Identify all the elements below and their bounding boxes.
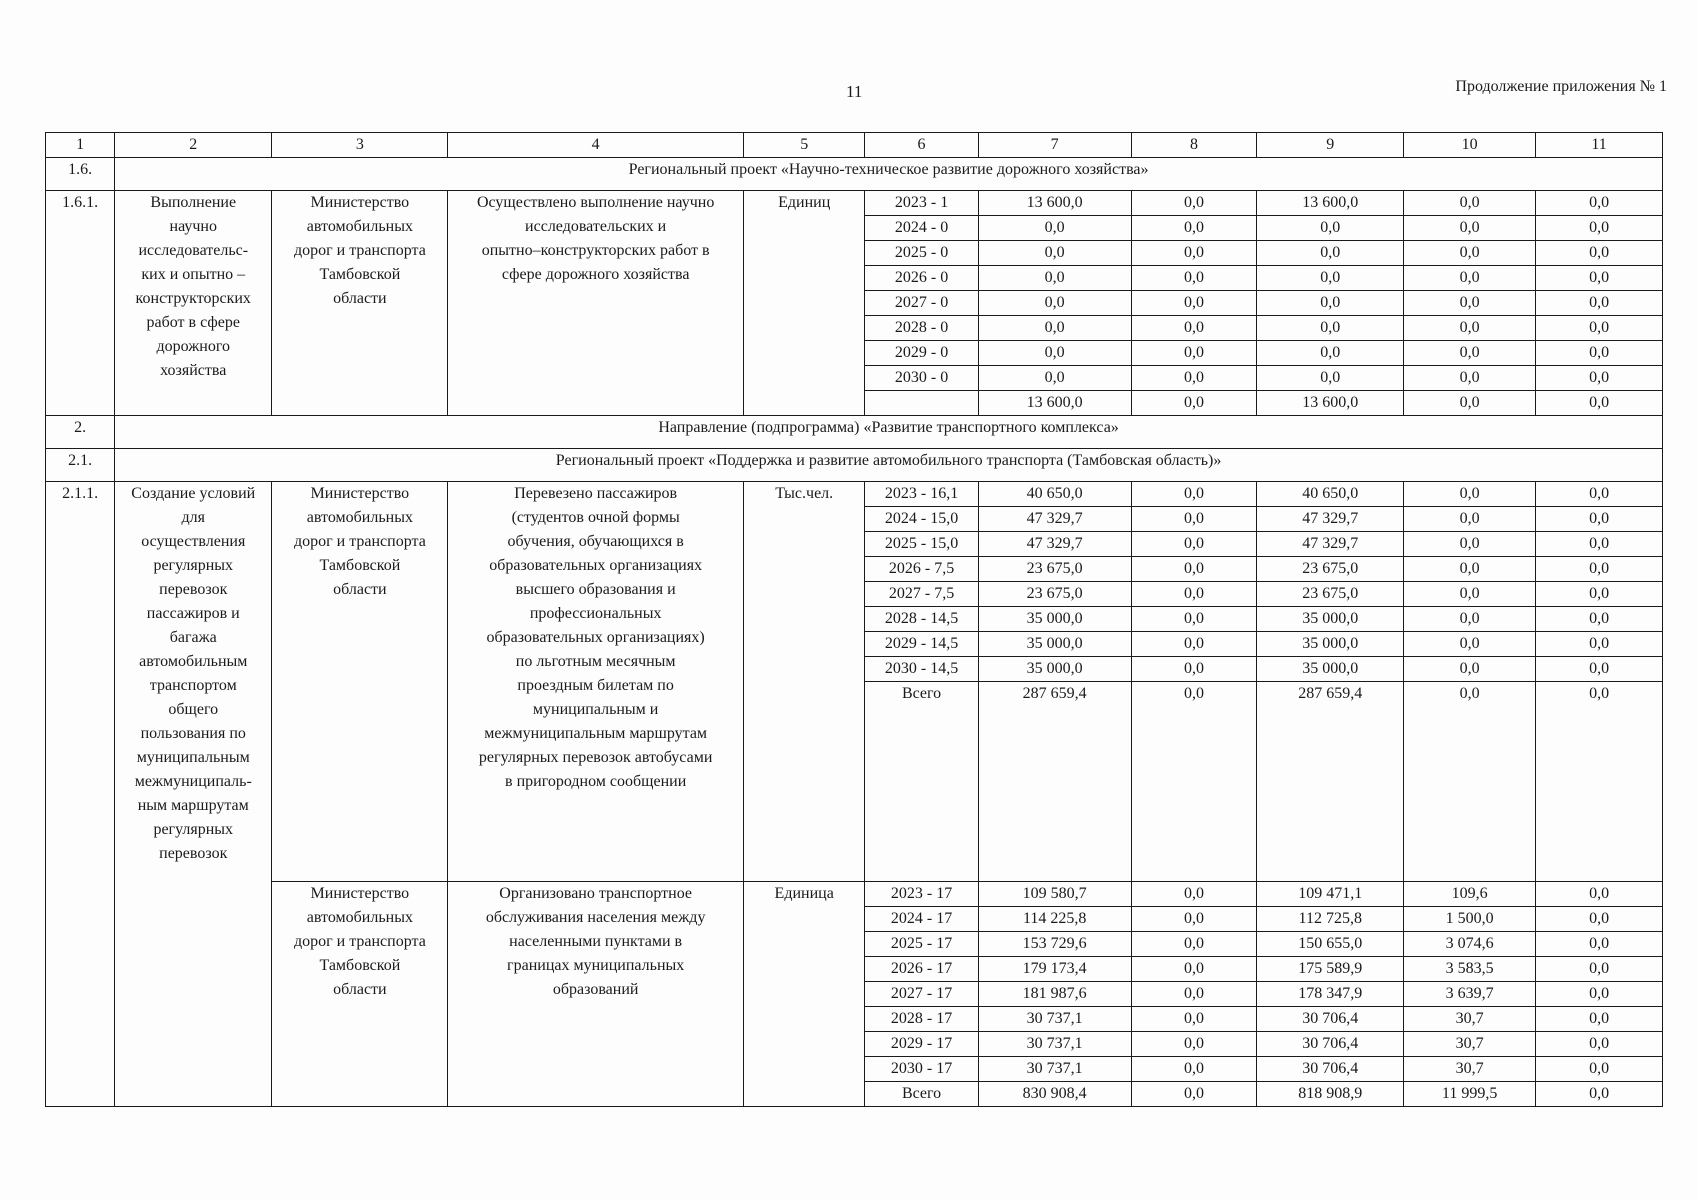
amount-cell: 30,7: [1404, 1057, 1536, 1082]
measure-name-line: перевозок: [159, 845, 228, 862]
program-table: [45, 132, 1663, 1107]
amount-cell: 112 725,8: [1257, 907, 1404, 932]
amount-cell: 179 173,4: [978, 957, 1131, 982]
amount-cell: 0,0: [1536, 957, 1663, 982]
year-indicator-cell: 2029 - 14,5: [865, 632, 978, 657]
measure-name-line: ным маршрутам: [137, 797, 249, 814]
measure-name-line: ких и опытно –: [141, 266, 246, 283]
page-number: 11: [846, 82, 863, 101]
amount-cell: 0,0: [1257, 366, 1404, 391]
measure-name-line: муниципальным: [136, 749, 250, 766]
amount-cell: 35 000,0: [978, 607, 1131, 632]
measure-name: [115, 482, 272, 1107]
result-description-line: населенными пунктами в: [509, 933, 683, 950]
amount-cell: 0,0: [1404, 266, 1536, 291]
amount-cell: 3 639,7: [1404, 982, 1536, 1007]
amount-cell: 30,7: [1404, 1007, 1536, 1032]
amount-cell: 13 600,0: [978, 391, 1131, 416]
amount-cell: 0,0: [1131, 932, 1257, 957]
result-description-line: по льготным месячным: [515, 653, 676, 670]
amount-cell: 0,0: [1404, 632, 1536, 657]
unit: Единиц: [743, 191, 865, 416]
executor-line: дорог и транспорта: [293, 533, 426, 550]
amount-cell: 35 000,0: [1257, 632, 1404, 657]
amount-cell: 23 675,0: [978, 582, 1131, 607]
amount-cell: 0,0: [1257, 266, 1404, 291]
section-number: 1.6.: [46, 158, 115, 191]
amount-cell: 0,0: [1131, 882, 1257, 907]
amount-cell: 0,0: [1131, 1057, 1257, 1082]
amount-cell: 0,0: [1536, 241, 1663, 266]
amount-cell: 0,0: [1404, 191, 1536, 216]
year-indicator-cell: 2028 - 14,5: [865, 607, 978, 632]
measure-name-line: исследовательс-: [138, 242, 249, 259]
measure-name-line: хозяйства: [160, 362, 227, 379]
measure-name-line: автомобильным: [139, 653, 248, 670]
measure-name-line: общего: [168, 701, 219, 718]
amount-cell: 0,0: [1404, 507, 1536, 532]
year-indicator-cell: 2024 - 17: [865, 907, 978, 932]
amount-cell: 0,0: [1536, 1082, 1663, 1107]
section-row-1-6: [46, 158, 1663, 191]
amount-cell: 0,0: [1536, 316, 1663, 341]
executor-line: Министерство: [310, 885, 410, 902]
executor-line: дорог и транспорта: [293, 242, 426, 259]
amount-cell: 0,0: [1404, 682, 1536, 882]
result-description-line: в пригородном сообщении: [505, 773, 687, 790]
year-indicator-cell: 2024 - 15,0: [865, 507, 978, 532]
amount-cell: 11 999,5: [1404, 1082, 1536, 1107]
executor-line: Тамбовской: [319, 266, 401, 283]
executor-line: автомобильных: [306, 218, 413, 235]
result-description-line: обслуживания населения между: [485, 909, 706, 926]
amount-cell: 40 650,0: [1257, 482, 1404, 507]
year-indicator-cell: [865, 391, 978, 416]
year-indicator-cell: 2027 - 17: [865, 982, 978, 1007]
year-indicator-cell: 2023 - 16,1: [865, 482, 978, 507]
result-description-line: исследовательских и: [525, 218, 667, 235]
year-indicator-cell: 2025 - 0: [865, 241, 978, 266]
result-description-line: опытно–конструкторских работ в: [481, 242, 710, 259]
result-description-line: границах муниципальных: [507, 957, 685, 974]
executor-line: области: [333, 581, 387, 598]
year-indicator-cell: 2030 - 0: [865, 366, 978, 391]
amount-cell: 0,0: [1131, 957, 1257, 982]
executor-line: Тамбовской: [319, 557, 401, 574]
result-description-line: Перевезено пассажиров: [514, 485, 678, 502]
amount-cell: 178 347,9: [1257, 982, 1404, 1007]
measure-name-line: регулярных: [153, 557, 234, 574]
amount-cell: 0,0: [1404, 366, 1536, 391]
executor: [272, 191, 448, 416]
amount-cell: 0,0: [1536, 532, 1663, 557]
amount-cell: 0,0: [1404, 391, 1536, 416]
amount-cell: 47 329,7: [978, 507, 1131, 532]
measure-name-line: научно: [169, 218, 217, 235]
amount-cell: 0,0: [1536, 366, 1663, 391]
amount-cell: 0,0: [1404, 532, 1536, 557]
amount-cell: 30,7: [1404, 1032, 1536, 1057]
amount-cell: 109 580,7: [978, 882, 1131, 907]
amount-cell: 30 706,4: [1257, 1057, 1404, 1082]
year-indicator-cell: 2025 - 17: [865, 932, 978, 957]
section-title: Региональный проект «Научно-техническое развитие дорожного хозяйства»: [115, 158, 1663, 191]
column-header: 4: [448, 133, 744, 158]
amount-cell: 0,0: [1131, 632, 1257, 657]
section-number: 2.: [46, 416, 115, 449]
measure-name-line: Выполнение: [150, 194, 237, 211]
header-row: [46, 133, 1663, 158]
amount-cell: 0,0: [1536, 1007, 1663, 1032]
measure-name-line: работ в сфере: [146, 314, 240, 331]
year-indicator-cell: 2023 - 1: [865, 191, 978, 216]
result-description: [448, 191, 744, 416]
amount-cell: 287 659,4: [1257, 682, 1404, 882]
executor-line: автомобильных: [306, 509, 413, 526]
amount-cell: 150 655,0: [1257, 932, 1404, 957]
unit: Единица: [743, 882, 865, 1107]
table-row: [46, 882, 1663, 907]
amount-cell: 0,0: [1131, 582, 1257, 607]
amount-cell: 0,0: [1536, 557, 1663, 582]
amount-cell: 0,0: [1131, 1032, 1257, 1057]
amount-cell: 0,0: [1536, 507, 1663, 532]
amount-cell: 0,0: [978, 316, 1131, 341]
amount-cell: 0,0: [1131, 266, 1257, 291]
column-header: 8: [1131, 133, 1257, 158]
year-indicator-cell: 2026 - 7,5: [865, 557, 978, 582]
year-indicator-cell: Всего: [865, 1082, 978, 1107]
amount-cell: 830 908,4: [978, 1082, 1131, 1107]
amount-cell: 0,0: [978, 291, 1131, 316]
year-indicator-cell: 2029 - 0: [865, 341, 978, 366]
section-title: Региональный проект «Поддержка и развитие автомобильного транспорта (Тамбовская область)»: [115, 449, 1663, 482]
amount-cell: 109 471,1: [1257, 882, 1404, 907]
table-row: [46, 191, 1663, 216]
amount-cell: 0,0: [1404, 657, 1536, 682]
amount-cell: 0,0: [1131, 557, 1257, 582]
amount-cell: 35 000,0: [1257, 607, 1404, 632]
amount-cell: 0,0: [1257, 241, 1404, 266]
row-number: 2.1.1.: [46, 482, 115, 1107]
amount-cell: 0,0: [1536, 932, 1663, 957]
amount-cell: 3 583,5: [1404, 957, 1536, 982]
result-description-line: образований: [552, 981, 639, 998]
year-indicator-cell: 2029 - 17: [865, 1032, 978, 1057]
amount-cell: 47 329,7: [1257, 507, 1404, 532]
year-indicator-cell: 2027 - 0: [865, 291, 978, 316]
amount-cell: 0,0: [1131, 507, 1257, 532]
amount-cell: 13 600,0: [978, 191, 1131, 216]
amount-cell: 0,0: [978, 216, 1131, 241]
amount-cell: 0,0: [1536, 216, 1663, 241]
amount-cell: 0,0: [1536, 882, 1663, 907]
amount-cell: 0,0: [1131, 216, 1257, 241]
amount-cell: 109,6: [1404, 882, 1536, 907]
amount-cell: 30 706,4: [1257, 1032, 1404, 1057]
amount-cell: 0,0: [1536, 391, 1663, 416]
amount-cell: 153 729,6: [978, 932, 1131, 957]
result-description: [448, 482, 744, 882]
year-indicator-cell: 2030 - 17: [865, 1057, 978, 1082]
amount-cell: 0,0: [1536, 682, 1663, 882]
amount-cell: 818 908,9: [1257, 1082, 1404, 1107]
amount-cell: 30 737,1: [978, 1032, 1131, 1057]
amount-cell: 13 600,0: [1257, 391, 1404, 416]
result-description-line: межмуниципальным маршрутам: [484, 725, 708, 742]
amount-cell: 0,0: [1257, 216, 1404, 241]
result-description-line: высшего образования и: [515, 581, 676, 598]
executor-line: области: [333, 290, 387, 307]
amount-cell: 0,0: [1131, 391, 1257, 416]
year-indicator-cell: 2025 - 15,0: [865, 532, 978, 557]
measure-name-line: межмуниципаль-: [134, 773, 252, 790]
measure-name-line: регулярных: [153, 821, 234, 838]
amount-cell: 0,0: [1404, 557, 1536, 582]
amount-cell: 23 675,0: [1257, 582, 1404, 607]
continuation-label: Продолжение приложения № 1: [1455, 78, 1667, 95]
result-description-line: регулярных перевозок автобусами: [478, 749, 713, 766]
result-description-line: Осуществлено выполнение научно: [476, 194, 715, 211]
executor-line: Министерство: [310, 194, 410, 211]
amount-cell: 0,0: [1536, 482, 1663, 507]
measure-name-line: дорожного: [156, 338, 231, 355]
amount-cell: 0,0: [1131, 532, 1257, 557]
amount-cell: 0,0: [1257, 291, 1404, 316]
amount-cell: 181 987,6: [978, 982, 1131, 1007]
amount-cell: 0,0: [1536, 982, 1663, 1007]
amount-cell: 0,0: [1404, 607, 1536, 632]
column-header: 2: [115, 133, 272, 158]
amount-cell: 0,0: [1536, 291, 1663, 316]
amount-cell: 30 706,4: [1257, 1007, 1404, 1032]
amount-cell: 0,0: [1131, 191, 1257, 216]
amount-cell: 0,0: [1131, 907, 1257, 932]
amount-cell: 35 000,0: [1257, 657, 1404, 682]
amount-cell: 0,0: [1536, 907, 1663, 932]
year-indicator-cell: 2024 - 0: [865, 216, 978, 241]
amount-cell: 0,0: [1404, 216, 1536, 241]
result-description-line: сфере дорожного хозяйства: [501, 266, 690, 283]
year-indicator-cell: 2026 - 17: [865, 957, 978, 982]
amount-cell: 0,0: [1257, 316, 1404, 341]
measure-name-line: пассажиров и: [146, 605, 240, 622]
amount-cell: 0,0: [1536, 341, 1663, 366]
amount-cell: 0,0: [1131, 291, 1257, 316]
amount-cell: 0,0: [978, 366, 1131, 391]
amount-cell: 0,0: [1257, 341, 1404, 366]
result-description-line: проездным билетам по: [517, 677, 674, 694]
section-row-2-1: [46, 449, 1663, 482]
year-indicator-cell: 2028 - 0: [865, 316, 978, 341]
amount-cell: 0,0: [1131, 1082, 1257, 1107]
executor-line: дорог и транспорта: [293, 933, 426, 950]
executor: [272, 482, 448, 882]
result-description-line: профессиональных: [529, 605, 662, 622]
result-description-line: (студентов очной формы: [511, 509, 680, 526]
amount-cell: 0,0: [978, 241, 1131, 266]
amount-cell: 0,0: [1131, 1007, 1257, 1032]
amount-cell: 0,0: [1131, 657, 1257, 682]
measure-name-line: осуществления: [141, 533, 246, 550]
amount-cell: 23 675,0: [1257, 557, 1404, 582]
measure-name-line: для: [181, 509, 205, 526]
result-description-line: образовательных организациях): [486, 629, 705, 646]
amount-cell: 0,0: [1404, 291, 1536, 316]
column-header: 3: [272, 133, 448, 158]
column-header: 6: [865, 133, 978, 158]
executor: [272, 882, 448, 1107]
result-description-line: образовательных организациях: [489, 557, 703, 574]
amount-cell: 287 659,4: [978, 682, 1131, 882]
column-header: 10: [1404, 133, 1536, 158]
amount-cell: 0,0: [1536, 657, 1663, 682]
column-header: 5: [743, 133, 865, 158]
section-title: Направление (подпрограмма) «Развитие транспортного комплекса»: [115, 416, 1663, 449]
amount-cell: 0,0: [1131, 366, 1257, 391]
result-description-line: обучения, обучающихся в: [507, 533, 684, 550]
year-indicator-cell: Всего: [865, 682, 978, 882]
amount-cell: 0,0: [1131, 482, 1257, 507]
year-indicator-cell: 2026 - 0: [865, 266, 978, 291]
amount-cell: 35 000,0: [978, 632, 1131, 657]
amount-cell: 0,0: [1536, 632, 1663, 657]
section-row-2: [46, 416, 1663, 449]
amount-cell: 0,0: [978, 266, 1131, 291]
executor-line: области: [333, 981, 387, 998]
amount-cell: 13 600,0: [1257, 191, 1404, 216]
amount-cell: 114 225,8: [978, 907, 1131, 932]
column-header: 11: [1536, 133, 1663, 158]
row-number: 1.6.1.: [46, 191, 115, 416]
amount-cell: 3 074,6: [1404, 932, 1536, 957]
amount-cell: 0,0: [1404, 582, 1536, 607]
amount-cell: 0,0: [1404, 241, 1536, 266]
result-description: [448, 882, 744, 1107]
amount-cell: 1 500,0: [1404, 907, 1536, 932]
amount-cell: 40 650,0: [978, 482, 1131, 507]
column-header: 9: [1257, 133, 1404, 158]
table-row: [46, 482, 1663, 507]
column-header: 7: [978, 133, 1131, 158]
measure-name-line: транспортом: [149, 677, 237, 694]
executor-line: Тамбовской: [319, 957, 401, 974]
amount-cell: 0,0: [1131, 316, 1257, 341]
amount-cell: 0,0: [1404, 316, 1536, 341]
amount-cell: 0,0: [1404, 482, 1536, 507]
measure-name-line: багажа: [169, 629, 217, 646]
amount-cell: 0,0: [1404, 341, 1536, 366]
amount-cell: 0,0: [1131, 982, 1257, 1007]
amount-cell: 0,0: [1131, 341, 1257, 366]
result-description-line: Организовано транспортное: [499, 885, 693, 902]
amount-cell: 0,0: [1536, 1032, 1663, 1057]
measure-name: [115, 191, 272, 416]
amount-cell: 0,0: [1536, 191, 1663, 216]
amount-cell: 35 000,0: [978, 657, 1131, 682]
year-indicator-cell: 2028 - 17: [865, 1007, 978, 1032]
amount-cell: 0,0: [1131, 241, 1257, 266]
executor-line: автомобильных: [306, 909, 413, 926]
section-number: 2.1.: [46, 449, 115, 482]
amount-cell: 0,0: [1536, 1057, 1663, 1082]
amount-cell: 23 675,0: [978, 557, 1131, 582]
unit: Тыс.чел.: [743, 482, 865, 882]
year-indicator-cell: 2030 - 14,5: [865, 657, 978, 682]
year-indicator-cell: 2027 - 7,5: [865, 582, 978, 607]
column-header: 1: [46, 133, 115, 158]
amount-cell: 47 329,7: [978, 532, 1131, 557]
amount-cell: 30 737,1: [978, 1007, 1131, 1032]
amount-cell: 0,0: [1536, 607, 1663, 632]
measure-name-line: пользования по: [140, 725, 246, 742]
amount-cell: 30 737,1: [978, 1057, 1131, 1082]
amount-cell: 0,0: [1536, 266, 1663, 291]
amount-cell: 0,0: [1131, 607, 1257, 632]
amount-cell: 175 589,9: [1257, 957, 1404, 982]
executor-line: Министерство: [310, 485, 410, 502]
result-description-line: муниципальным и: [532, 701, 659, 718]
year-indicator-cell: 2023 - 17: [865, 882, 978, 907]
amount-cell: 0,0: [978, 341, 1131, 366]
measure-name-line: перевозок: [159, 581, 228, 598]
amount-cell: 0,0: [1536, 582, 1663, 607]
measure-name-line: Создание условий: [131, 485, 256, 502]
measure-name-line: конструкторских: [135, 290, 251, 307]
amount-cell: 47 329,7: [1257, 532, 1404, 557]
amount-cell: 0,0: [1131, 682, 1257, 882]
